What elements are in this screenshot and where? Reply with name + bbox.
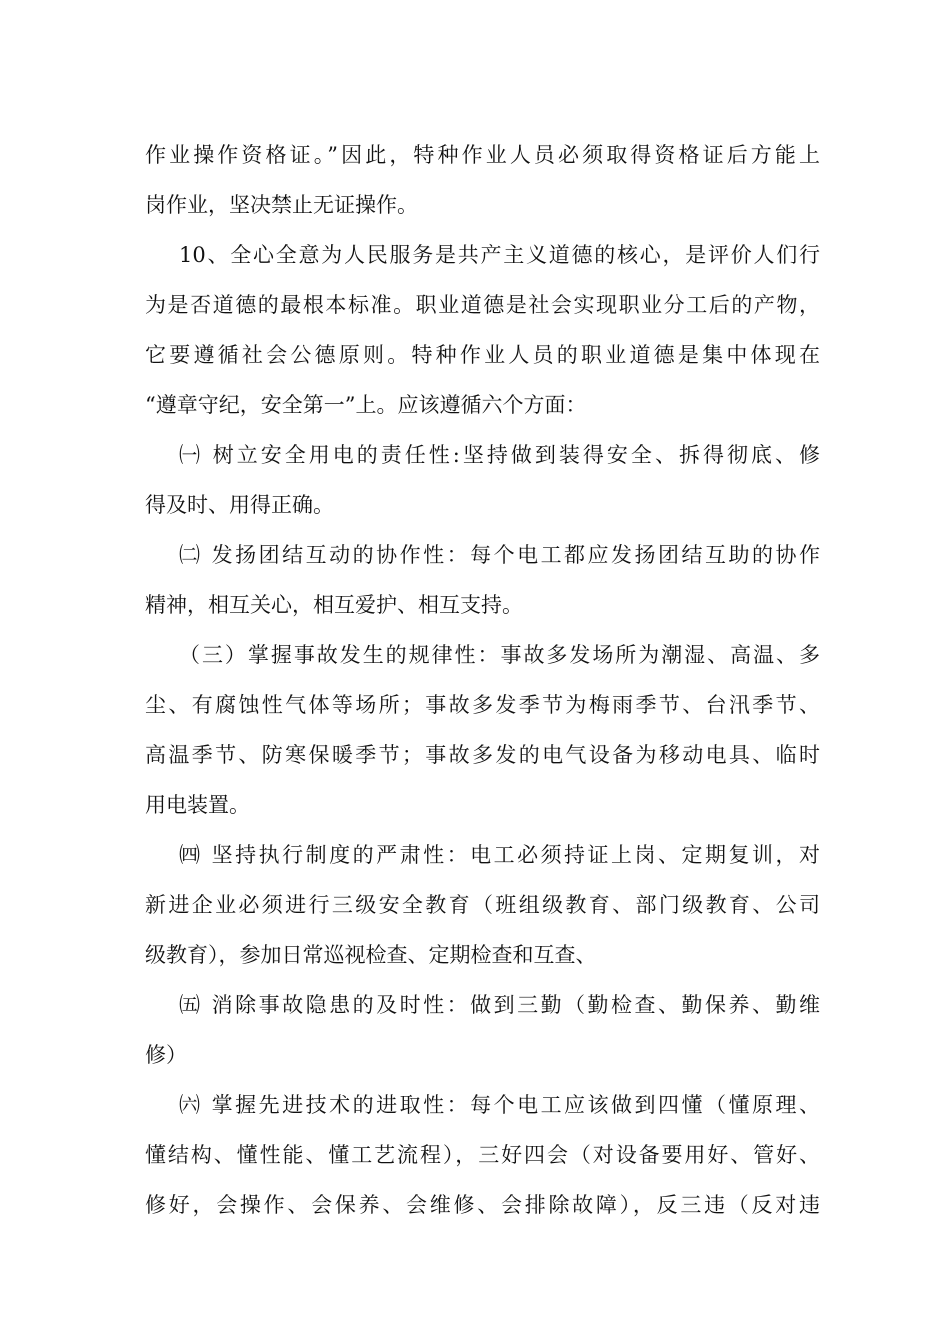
- text-line: 作业操作资格证。”因此，特种作业人员必须取得资格证后方能上: [145, 143, 820, 167]
- text-line: 为是否道德的最根本标准。职业道德是社会实现职业分工后的产物，: [145, 293, 820, 317]
- paragraph-aspect-4: [145, 830, 820, 980]
- text-line: 修）: [145, 1043, 187, 1067]
- text-line: 修好，会操作、会保养、会维修、会排除故障），反三违（反对违: [145, 1193, 820, 1217]
- paragraph-aspect-1: [145, 430, 820, 530]
- text-line: 得及时、用得正确。: [145, 493, 334, 517]
- text-line: ㈥ 掌握先进技术的进取性：每个电工应该做到四懂（懂原理、: [179, 1093, 820, 1117]
- text-line: ㈠ 树立安全用电的责任性:坚持做到装得安全、拆得彻底、修: [179, 443, 820, 467]
- text-line: ㈡ 发扬团结互动的协作性：每个电工都应发扬团结互助的协作: [179, 543, 820, 567]
- text-line: （三）掌握事故发生的规律性：事故多发场所为潮湿、高温、多: [179, 643, 820, 667]
- text-line: 它要遵循社会公德原则。特种作业人员的职业道德是集中体现在: [145, 343, 820, 367]
- document-body: [145, 130, 820, 1230]
- text-line: 用电装置。: [145, 793, 250, 817]
- text-line: 高温季节、防寒保暖季节；事故多发的电气设备为移动电具、临时: [145, 743, 820, 767]
- text-line: 尘、有腐蚀性气体等场所；事故多发季节为梅雨季节、台汛季节、: [145, 693, 820, 717]
- text-line: 新进企业必须进行三级安全教育（班组级教育、部门级教育、公司: [145, 893, 820, 917]
- paragraph-aspect-5: [145, 980, 820, 1080]
- text-line: 懂结构、懂性能、懂工艺流程），三好四会（对设备要用好、管好、: [145, 1143, 820, 1167]
- paragraph-aspect-3: [145, 630, 820, 830]
- paragraph-aspect-6: [145, 1080, 820, 1230]
- text-line: 10、全心全意为人民服务是共产主义道德的核心，是评价人们行: [179, 243, 820, 267]
- text-line: 精神，相互关心，相互爱护、相互支持。: [145, 593, 523, 617]
- text-line: 级教育），参加日常巡视检查、定期检查和互查、: [145, 943, 597, 967]
- text-line: 岗作业，坚决禁止无证操作。: [145, 193, 418, 217]
- paragraph-aspect-2: [145, 530, 820, 630]
- text-line: ㈤ 消除事故隐患的及时性：做到三勤（勤检查、勤保养、勤维: [179, 993, 820, 1017]
- text-line: “遵章守纪，安全第一”上。应该遵循六个方面：: [145, 393, 587, 417]
- text-line: ㈣ 坚持执行制度的严肃性：电工必须持证上岗、定期复训，对: [179, 843, 820, 867]
- paragraph-item-10: [145, 230, 820, 430]
- paragraph-certificate: [145, 130, 820, 230]
